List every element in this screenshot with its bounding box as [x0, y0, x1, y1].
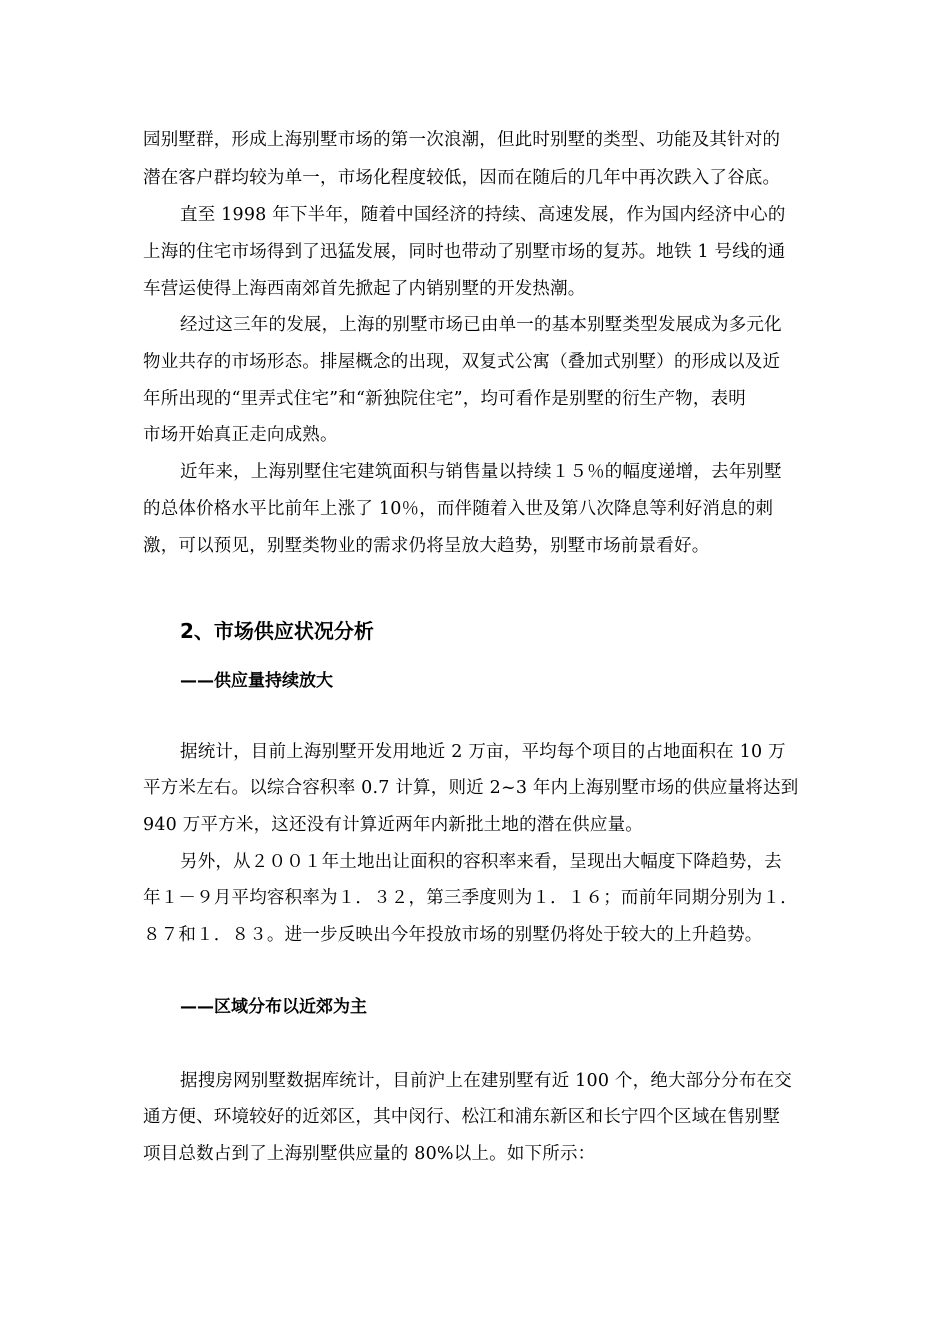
subheading: ——供应量持续放大: [180, 671, 333, 691]
subheading: ——区域分布以近郊为主: [180, 997, 367, 1017]
body-line: 激，可以预见，别墅类物业的需求仍将呈放大趋势，别墅市场前景看好。: [143, 536, 710, 556]
body-line: 的总体价格水平比前年上涨了 10％，而伴随着入世及第八次降息等利好消息的刺: [143, 499, 774, 519]
body-line: 直至 1998 年下半年，随着中国经济的持续、高速发展，作为国内经济中心的: [180, 205, 786, 225]
body-line: 潜在客户群均较为单一，市场化程度较低，因而在随后的几年中再次跌入了谷底。: [143, 168, 781, 188]
section-heading: 2、市场供应状况分析: [180, 619, 374, 643]
body-line: 年１－９月平均容积率为１．３２，第三季度则为１．１６；而前年同期分别为１．: [143, 888, 798, 908]
body-line: 据搜房网别墅数据库统计，目前沪上在建别墅有近 100 个，绝大部分分布在交: [180, 1071, 792, 1091]
body-line: 上海的住宅市场得到了迅猛发展，同时也带动了别墅市场的复苏。地铁 1 号线的通: [143, 242, 786, 262]
body-line: 另外，从２００１年土地出让面积的容积率来看，呈现出大幅度下降趋势，去: [180, 852, 782, 872]
body-line: 市场开始真正走向成熟。: [143, 425, 338, 445]
body-line: 物业共存的市场形态。排屋概念的出现，双复式公寓（叠加式别墅）的形成以及近: [143, 352, 781, 372]
body-line: 近年来，上海别墅住宅建筑面积与销售量以持续１５％的幅度递增，去年别墅: [180, 462, 782, 482]
body-line: 通方便、环境较好的近郊区，其中闵行、松江和浦东新区和长宁四个区域在售别墅: [143, 1107, 781, 1127]
body-line: 据统计，目前上海别墅开发用地近 2 万亩，平均每个项目的占地面积在 10 万: [180, 742, 786, 762]
body-line: ８７和１．８３。进一步反映出今年投放市场的别墅仍将处于较大的上升趋势。: [143, 925, 763, 945]
body-line: 平方米左右。以综合容积率 0.7 计算，则近 2~3 年内上海别墅市场的供应量将达到: [143, 778, 799, 798]
body-line: 项目总数占到了上海别墅供应量的 80%以上。如下所示：: [143, 1144, 596, 1164]
body-line: 经过这三年的发展，上海的别墅市场已由单一的基本别墅类型发展成为多元化: [180, 315, 782, 335]
body-line: 940 万平方米，这还没有计算近两年内新批土地的潜在供应量。: [143, 815, 643, 835]
body-line: 园别墅群，形成上海别墅市场的第一次浪潮，但此时别墅的类型、功能及其针对的: [143, 130, 781, 150]
body-line: 年所出现的“里弄式住宅”和“新独院住宅”，均可看作是别墅的衍生产物，表明: [143, 389, 746, 409]
body-line: 车营运使得上海西南郊首先掀起了内销别墅的开发热潮。: [143, 279, 586, 299]
